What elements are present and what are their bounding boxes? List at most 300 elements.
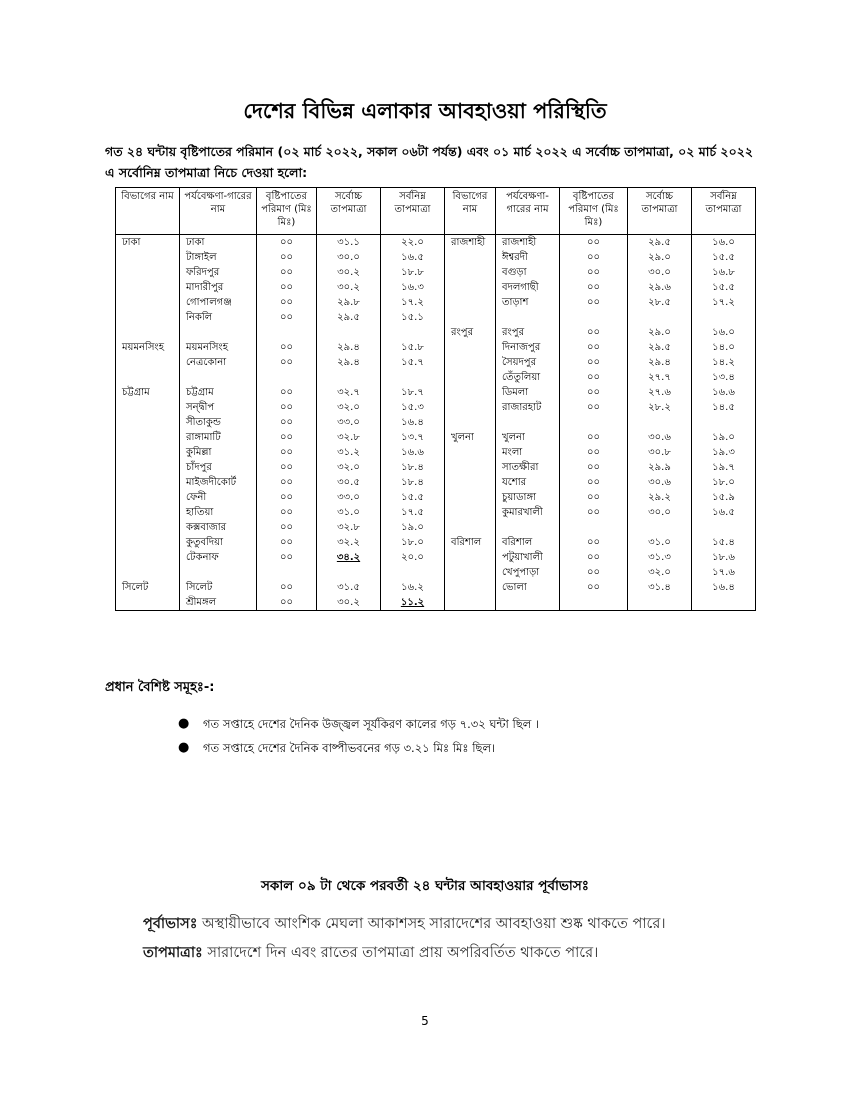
table-cell	[560, 520, 628, 535]
table-cell: ২৯.৫	[628, 235, 692, 251]
table-cell	[560, 415, 628, 430]
table-cell	[116, 535, 180, 550]
table-cell	[560, 595, 628, 611]
table-cell: ৩৩.০	[317, 415, 381, 430]
table-cell: ৩০.০	[317, 250, 381, 265]
table-row	[116, 250, 756, 265]
table-row	[116, 430, 756, 445]
table-cell: চাঁদপুর	[180, 460, 257, 475]
table-cell	[180, 370, 257, 385]
features-heading: প্রধান বৈশিষ্ট সমূহঃ-:	[105, 680, 215, 695]
table-cell	[445, 460, 496, 475]
table-cell: টাঙ্গাইল	[180, 250, 257, 265]
table-cell: ২৯.৪	[317, 355, 381, 370]
table-row	[116, 535, 756, 550]
table-cell: ১৫.৮	[381, 340, 445, 355]
table-cell	[381, 325, 445, 340]
table-cell	[116, 400, 180, 415]
table-cell: ০০	[560, 250, 628, 265]
table-cell	[628, 520, 692, 535]
table-cell: ০০	[560, 580, 628, 595]
table-cell: ৩০.০	[628, 265, 692, 280]
table-cell: ২৯.২	[628, 490, 692, 505]
temperature-text: সারাদেশে দিন এবং রাতের তাপমাত্রা প্রায় অপরিবর্তিত থাকতে পারে।	[202, 945, 599, 961]
table-cell: ১৬.৩	[381, 280, 445, 295]
table-cell: বদলগাছী	[496, 280, 560, 295]
table-cell	[116, 310, 180, 325]
table-cell	[116, 460, 180, 475]
table-row	[116, 490, 756, 505]
list-item	[176, 736, 539, 760]
table-cell: ১৯.৩	[692, 445, 756, 460]
table-row	[116, 460, 756, 475]
table-cell: সিলেট	[116, 580, 180, 595]
table-cell: ০০	[257, 505, 317, 520]
table-cell	[560, 310, 628, 325]
table-cell: ১৩.৪	[692, 370, 756, 385]
table-cell: ১৮.৬	[692, 550, 756, 565]
table-cell: ০০	[560, 535, 628, 550]
header-cell: সর্বোচ্চ তাপমাত্রা	[628, 188, 692, 235]
table-cell	[445, 265, 496, 280]
table-cell: খুলনা	[445, 430, 496, 445]
table-cell: ২৯.৪	[317, 340, 381, 355]
table-row	[116, 505, 756, 520]
table-cell: রাজারহাট	[496, 400, 560, 415]
table-cell: ৩২.০	[628, 565, 692, 580]
table-cell: মংলা	[496, 445, 560, 460]
table-cell: ৩০.৬	[628, 475, 692, 490]
table-row	[116, 280, 756, 295]
table-cell: ০০	[257, 295, 317, 310]
table-cell: বরিশাল	[445, 535, 496, 550]
table-cell	[116, 265, 180, 280]
table-cell: ফেনী	[180, 490, 257, 505]
table-cell: ৩০.৫	[317, 475, 381, 490]
table-cell: ভোলা	[496, 580, 560, 595]
table-cell: ১৮.০	[381, 535, 445, 550]
table-row	[116, 400, 756, 415]
table-cell: ৩২.৭	[317, 385, 381, 400]
table-row	[116, 295, 756, 310]
table-cell: ১৫.৯	[692, 490, 756, 505]
table-cell: ৩১.৫	[317, 580, 381, 595]
table-cell: মাইজদীকোর্ট	[180, 475, 257, 490]
table-cell	[496, 595, 560, 611]
table-cell	[116, 595, 180, 611]
table-cell	[180, 325, 257, 340]
table-cell: ৩২.২	[317, 535, 381, 550]
table-cell: মাদারীপুর	[180, 280, 257, 295]
table-cell	[445, 310, 496, 325]
table-cell: ০০	[257, 580, 317, 595]
header-cell: বিভাগের নাম	[116, 188, 180, 235]
table-header-row	[116, 188, 756, 235]
table-cell: ০০	[560, 295, 628, 310]
table-cell: ০০	[560, 505, 628, 520]
table-cell: ৩২.০	[317, 400, 381, 415]
table-cell	[496, 310, 560, 325]
table-cell: ০০	[560, 490, 628, 505]
header-cell: পর্যবেক্ষণা-গারের নাম	[496, 188, 560, 235]
table-cell	[116, 490, 180, 505]
header-cell: সর্বনিম্ন তাপমাত্রা	[381, 188, 445, 235]
table-cell	[445, 475, 496, 490]
table-cell: খেপুপাড়া	[496, 565, 560, 580]
table-cell: ০০	[560, 460, 628, 475]
table-cell: রাজশাহী	[445, 235, 496, 251]
table-cell: চুয়াডাঙ্গা	[496, 490, 560, 505]
table-cell: ২৯.৫	[317, 310, 381, 325]
table-cell: ১১.২	[381, 595, 445, 611]
table-cell	[445, 400, 496, 415]
table-cell	[692, 415, 756, 430]
table-cell	[445, 565, 496, 580]
table-cell: ২৯.৮	[317, 295, 381, 310]
table-cell: ০০	[257, 415, 317, 430]
table-cell: ৩৪.২	[317, 550, 381, 565]
table-cell	[496, 520, 560, 535]
table-cell: ০০	[257, 310, 317, 325]
table-cell	[116, 430, 180, 445]
table-cell: ২৯.৪	[628, 355, 692, 370]
table-cell	[445, 355, 496, 370]
table-cell: ৩১.৩	[628, 550, 692, 565]
table-cell: ০০	[560, 325, 628, 340]
table-cell: নেত্রকোনা	[180, 355, 257, 370]
table-cell: ১৬.৫	[692, 505, 756, 520]
table-cell	[116, 355, 180, 370]
table-cell: চট্টগ্রাম	[116, 385, 180, 400]
table-cell	[116, 520, 180, 535]
table-row	[116, 370, 756, 385]
table-cell: ১৫.৫	[692, 250, 756, 265]
table-cell	[381, 565, 445, 580]
table-cell: ০০	[257, 460, 317, 475]
table-cell: ১৬.০	[692, 235, 756, 251]
table-cell: ২৭.৬	[628, 385, 692, 400]
table-cell: ১৬.৬	[381, 445, 445, 460]
table-cell: ১৮.৪	[381, 475, 445, 490]
table-cell: ৩০.৬	[628, 430, 692, 445]
table-cell: ঈশ্বরদী	[496, 250, 560, 265]
page-number: 5	[421, 1014, 429, 1028]
table-cell: সাতক্ষীরা	[496, 460, 560, 475]
table-cell: ১৮.০	[692, 475, 756, 490]
table-cell	[116, 415, 180, 430]
table-row	[116, 565, 756, 580]
table-cell: টেকনাফ	[180, 550, 257, 565]
header-cell: সর্বনিম্ন তাপমাত্রা	[692, 188, 756, 235]
table-cell: ০০	[560, 370, 628, 385]
table-cell	[116, 445, 180, 460]
table-cell: ৩২.৮	[317, 520, 381, 535]
table-cell: ০০	[257, 520, 317, 535]
table-cell	[445, 490, 496, 505]
bullet-icon: ●	[178, 716, 190, 731]
table-cell: দিনাজপুর	[496, 340, 560, 355]
table-cell: ০০	[560, 385, 628, 400]
table-cell	[496, 415, 560, 430]
table-cell	[116, 550, 180, 565]
table-cell: ২০.০	[381, 550, 445, 565]
table-cell: কুমারখালী	[496, 505, 560, 520]
table-cell: ২৭.৭	[628, 370, 692, 385]
table-cell: ৩০.২	[317, 265, 381, 280]
table-cell: তাড়াশ	[496, 295, 560, 310]
table-cell	[445, 520, 496, 535]
table-cell: ১৬.২	[381, 580, 445, 595]
table-cell: কক্সবাজার	[180, 520, 257, 535]
table-cell: ১৪.০	[692, 340, 756, 355]
table-cell: রাঙ্গামাটি	[180, 430, 257, 445]
table-cell	[317, 565, 381, 580]
table-cell: ০০	[257, 250, 317, 265]
table-row	[116, 235, 756, 251]
table-cell	[445, 595, 496, 611]
table-cell: ফরিদপুর	[180, 265, 257, 280]
table-row	[116, 475, 756, 490]
table-cell: ২৯.০	[628, 250, 692, 265]
table-cell: ০০	[560, 475, 628, 490]
forecast-text: অস্থায়ীভাবে আংশিক মেঘলা আকাশসহ সারাদেশের আবহাওয়া শুষ্ক থাকতে পারে।	[197, 916, 666, 932]
table-cell	[692, 310, 756, 325]
table-cell: ৩০.২	[317, 595, 381, 611]
table-cell	[445, 370, 496, 385]
table-cell: ০০	[560, 280, 628, 295]
table-cell: ০০	[560, 430, 628, 445]
table-cell: ২৯.০	[628, 325, 692, 340]
table-cell: শ্রীমঙ্গল	[180, 595, 257, 611]
table-cell	[445, 340, 496, 355]
table-cell: ৩৩.০	[317, 490, 381, 505]
table-cell: ০০	[560, 235, 628, 251]
table-cell: খুলনা	[496, 430, 560, 445]
table-cell: ০০	[257, 490, 317, 505]
header-cell: সর্বোচ্চ তাপমাত্রা	[317, 188, 381, 235]
table-cell: কুতুবদিয়া	[180, 535, 257, 550]
table-cell: ২৮.২	[628, 400, 692, 415]
table-cell	[317, 370, 381, 385]
bullet-text: গত সপ্তাহে দেশের দৈনিক বাষ্পীভবনের গড় ৩.২১ মিঃ মিঃ ছিল।	[203, 741, 496, 755]
table-cell: ১৩.৭	[381, 430, 445, 445]
table-cell: ০০	[560, 340, 628, 355]
table-cell	[180, 565, 257, 580]
table-cell	[692, 595, 756, 611]
table-cell: ২২.০	[381, 235, 445, 251]
table-cell	[445, 445, 496, 460]
table-cell	[116, 280, 180, 295]
table-row	[116, 355, 756, 370]
table-cell: ২৮.৫	[628, 295, 692, 310]
table-cell: ৩০.২	[317, 280, 381, 295]
table-cell: ১৮.৮	[381, 265, 445, 280]
table-cell: ০০	[560, 550, 628, 565]
table-cell: ১৫.৫	[692, 280, 756, 295]
table-row	[116, 595, 756, 611]
table-cell: রাজশাহী	[496, 235, 560, 251]
table-cell: ১৬.৪	[692, 580, 756, 595]
features-list	[176, 712, 539, 760]
table-row	[116, 325, 756, 340]
table-row	[116, 340, 756, 355]
table-row	[116, 445, 756, 460]
table-cell: ০০	[560, 400, 628, 415]
table-cell: ১৬.৮	[692, 265, 756, 280]
table-cell: ১৮.৭	[381, 385, 445, 400]
table-cell: ১৫.৭	[381, 355, 445, 370]
table-cell: পটুয়াখালী	[496, 550, 560, 565]
forecast-heading: সকাল ০৯ টা থেকে পরবর্তী ২৪ ঘন্টার আবহাওয়ার পূর্বাভাসঃ	[261, 878, 589, 894]
table-cell	[116, 370, 180, 385]
table-cell: ০০	[257, 400, 317, 415]
table-cell	[445, 550, 496, 565]
table-cell	[445, 295, 496, 310]
table-cell: ঢাকা	[180, 235, 257, 251]
table-cell: ১৫.৫	[381, 490, 445, 505]
table-row	[116, 310, 756, 325]
table-cell	[116, 325, 180, 340]
table-cell: ডিমলা	[496, 385, 560, 400]
header-cell: বিভাগের নাম	[445, 188, 496, 235]
table-body	[116, 235, 756, 611]
table-cell: ১৭.২	[381, 295, 445, 310]
table-cell	[628, 310, 692, 325]
table-cell: ৩০.৮	[628, 445, 692, 460]
table-cell: ১৯.০	[381, 520, 445, 535]
weather-table	[115, 187, 756, 611]
table-cell: চট্টগ্রাম	[180, 385, 257, 400]
bullet-icon: ●	[178, 740, 190, 755]
table-cell: ০০	[560, 565, 628, 580]
table-cell: ০০	[257, 595, 317, 611]
table-cell: ৩১.০	[628, 535, 692, 550]
table-cell: ১৬.৪	[381, 415, 445, 430]
table-cell: ১৭.৫	[381, 505, 445, 520]
table-cell: ০০	[560, 265, 628, 280]
table-cell: ৩০.০	[628, 505, 692, 520]
table-cell	[628, 415, 692, 430]
table-cell: হাতিয়া	[180, 505, 257, 520]
table-cell	[445, 385, 496, 400]
table-cell	[116, 295, 180, 310]
table-cell: ৩১.১	[317, 235, 381, 251]
temperature-label: তাপমাত্রাঃ	[143, 945, 203, 961]
table-cell: ৩১.২	[317, 445, 381, 460]
table-cell	[116, 565, 180, 580]
table-cell: ০০	[257, 550, 317, 565]
table-cell	[257, 370, 317, 385]
table-cell: কুমিল্লা	[180, 445, 257, 460]
table-cell: ঢাকা	[116, 235, 180, 251]
table-cell: ৩১.০	[317, 505, 381, 520]
table-cell: ১৬.৬	[692, 385, 756, 400]
table-cell: ১৪.৫	[692, 400, 756, 415]
table-cell: ১৭.২	[692, 295, 756, 310]
table-cell: ০০	[257, 475, 317, 490]
table-cell: ১৫.৩	[381, 400, 445, 415]
table-cell	[257, 325, 317, 340]
temperature-line	[143, 942, 598, 966]
header-cell: বৃষ্টিপাতের পরিমাণ (মিঃ মিঃ)	[257, 188, 317, 235]
table-cell: ০০	[560, 445, 628, 460]
table-cell: ০০	[257, 340, 317, 355]
table-cell: ১৫.১	[381, 310, 445, 325]
table-cell: ১৯.০	[692, 430, 756, 445]
table-cell	[381, 370, 445, 385]
page-title: দেশের বিভিন্ন এলাকার আবহাওয়া পরিস্থিতি	[243, 99, 607, 123]
table-cell: ১৬.০	[692, 325, 756, 340]
forecast-label: পূর্বাভাসঃ	[143, 916, 198, 932]
table-cell: ০০	[257, 280, 317, 295]
table-cell	[628, 595, 692, 611]
table-cell: ১৫.৪	[692, 535, 756, 550]
table-cell: ২৯.৯	[628, 460, 692, 475]
table-cell: ০০	[257, 445, 317, 460]
table-cell	[116, 250, 180, 265]
table-cell	[257, 565, 317, 580]
table-cell: ০০	[257, 535, 317, 550]
header-cell: বৃষ্টিপাতের পরিমাণ (মিঃ মিঃ)	[560, 188, 628, 235]
table-cell	[116, 475, 180, 490]
table-cell: নিকলি	[180, 310, 257, 325]
table-cell: ১৮.৪	[381, 460, 445, 475]
table-cell	[445, 505, 496, 520]
table-cell: ০০	[257, 355, 317, 370]
table-cell: ৩২.০	[317, 460, 381, 475]
table-cell: তেঁতুলিয়া	[496, 370, 560, 385]
table-cell: যশোর	[496, 475, 560, 490]
table-cell: ০০	[257, 265, 317, 280]
table-cell: ০০	[257, 430, 317, 445]
table-row	[116, 415, 756, 430]
table-cell: গোপালগঞ্জ	[180, 295, 257, 310]
table-cell: ১৪.২	[692, 355, 756, 370]
table-cell: রংপুর	[496, 325, 560, 340]
table-row	[116, 580, 756, 595]
table-cell: ২৯.৬	[628, 280, 692, 295]
intro-paragraph: গত ২৪ ঘন্টায় বৃষ্টিপাতের পরিমান (০২ মার্চ ২০২২, সকাল ০৬টা পর্যন্ত) এবং ০১ মার্চ ২০২২ এ সর্বোচ্চ তাপমাত্রা, ০২ মার্চ ২০২২ এ সর্বোনিম্ন তাপমাত্রা নিচে দেওয়া হলো:	[105, 144, 753, 180]
table-cell	[445, 415, 496, 430]
forecast-line	[143, 913, 666, 937]
table-cell: ৩২.৮	[317, 430, 381, 445]
table-cell	[445, 280, 496, 295]
table-cell	[692, 520, 756, 535]
table-cell: ১৭.৬	[692, 565, 756, 580]
table-cell: সীতাকুন্ড	[180, 415, 257, 430]
header-cell: পর্যবেক্ষণা-গারের নাম	[180, 188, 257, 235]
table-row	[116, 385, 756, 400]
table-cell: সন্দ্বীপ	[180, 400, 257, 415]
table-cell: ৩১.৪	[628, 580, 692, 595]
table-row	[116, 520, 756, 535]
table-cell: ০০	[257, 235, 317, 251]
table-cell: বগুড়া	[496, 265, 560, 280]
table-cell	[445, 580, 496, 595]
table-row	[116, 265, 756, 280]
table-cell: ০০	[257, 385, 317, 400]
table-cell: ১৬.৫	[381, 250, 445, 265]
table-cell	[116, 505, 180, 520]
table-cell	[317, 325, 381, 340]
table-cell: সিলেট	[180, 580, 257, 595]
table-cell: ২৯.৫	[628, 340, 692, 355]
table-cell: ১৯.৭	[692, 460, 756, 475]
table-cell: ময়মনসিংহ	[116, 340, 180, 355]
table-cell: ময়মনসিংহ	[180, 340, 257, 355]
table-cell: বরিশাল	[496, 535, 560, 550]
table-cell: রংপুর	[445, 325, 496, 340]
